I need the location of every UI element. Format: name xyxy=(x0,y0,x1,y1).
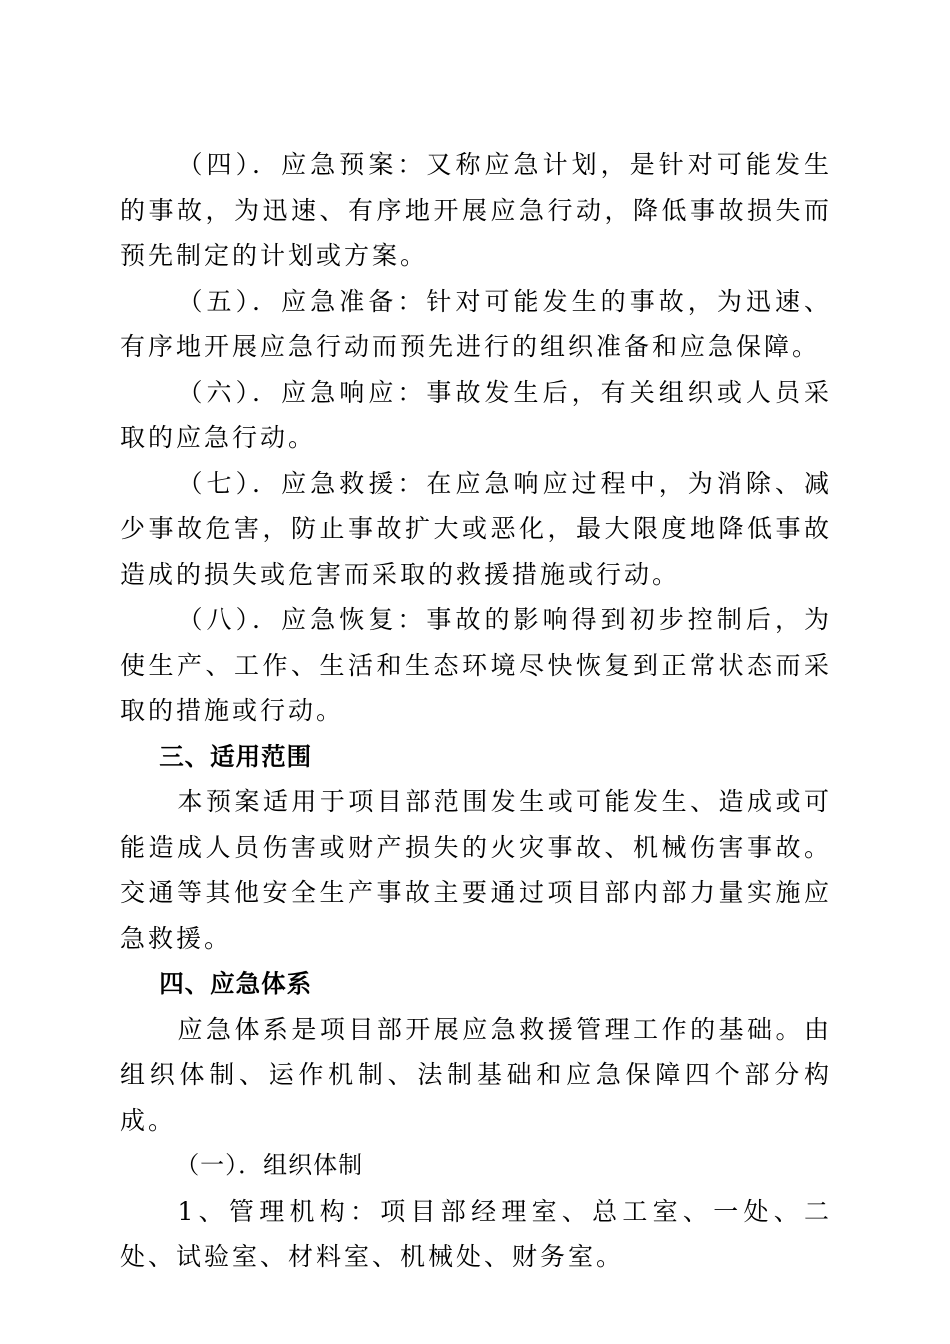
paragraph-emergency-recovery: （八）．应急恢复：事故的影响得到初步控制后，为使生产、工作、生活和生态环境尽快恢复到正常状态而采取的措施或行动。 xyxy=(120,605,832,725)
paragraph-emergency-preparation: （五）．应急准备：针对可能发生的事故，为迅速、有序地开展应急行动而预先进行的组织准备和应急保障。 xyxy=(120,286,832,361)
paragraph-emergency-plan: （四）．应急预案：又称应急计划，是针对可能发生的事故，为迅速、有序地开展应急行动，降低事故损失而预先制定的计划或方案。 xyxy=(120,150,832,270)
subheading-organization-system: （一）．组织体制 xyxy=(175,1151,364,1179)
section-heading-emergency-system: 四、应急体系 xyxy=(159,969,313,998)
paragraph-emergency-system: 应急体系是项目部开展应急救援管理工作的基础。由组织体制、运作机制、法制基础和应急保障四个部分构成。 xyxy=(120,1014,832,1135)
paragraph-management-body: 1、管理机构：项目部经理室、总工室、一处、二处、试验室、材料室、机械处、财务室。 xyxy=(120,1196,832,1271)
paragraph-scope: 本预案适用于项目部范围发生或可能发生、造成或可能造成人员伤害或财产损失的火灾事故、机械伤害事故。交通等其他安全生产事故主要通过项目部内部力量实施应急救援。 xyxy=(120,787,832,953)
paragraph-emergency-rescue: （七）．应急救援：在应急响应过程中，为消除、减少事故危害，防止事故扩大或恶化，最大限度地降低事故造成的损失或危害而采取的救援措施或行动。 xyxy=(120,468,832,589)
document-body xyxy=(120,142,832,1280)
section-heading-scope: 三、适用范围 xyxy=(159,741,313,771)
paragraph-emergency-response: （六）．应急响应：事故发生后，有关组织或人员采取的应急行动。 xyxy=(120,377,832,452)
